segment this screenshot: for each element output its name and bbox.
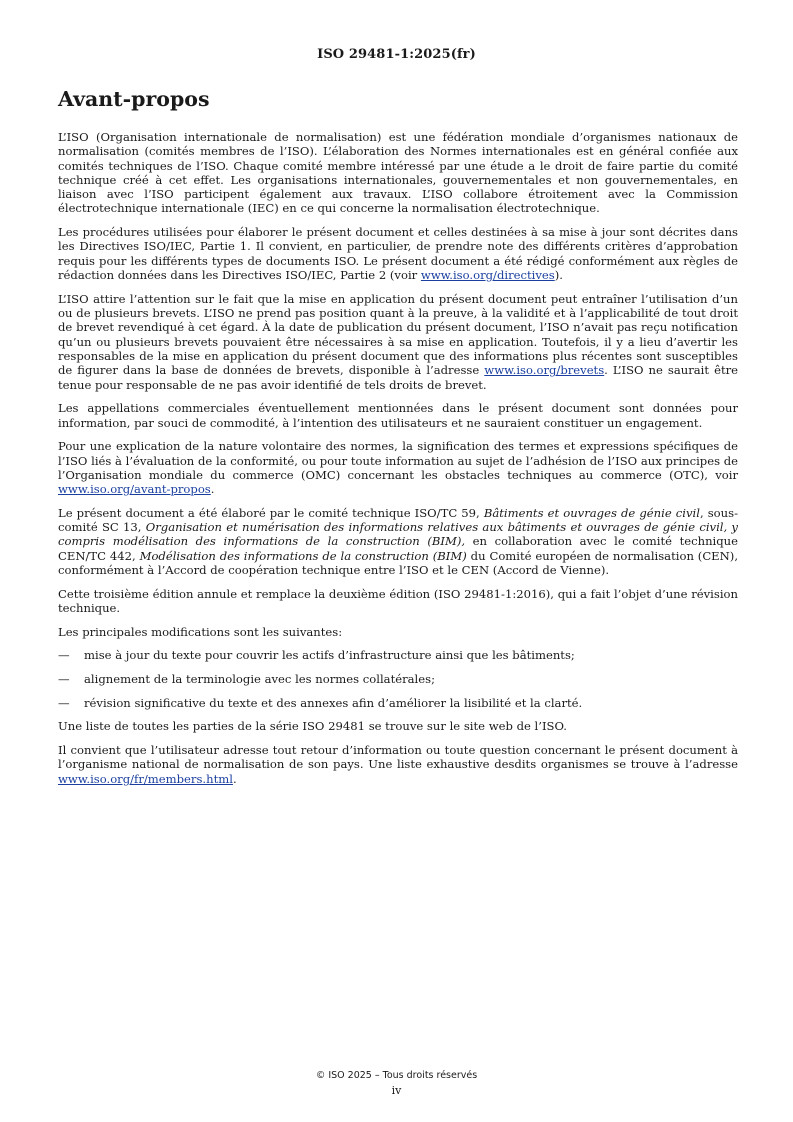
- document-header: ISO 29481-1:2025(fr): [317, 47, 476, 62]
- list-item-text: mise à jour du texte pour couvrir les actifs d’infrastructure ainsi que les bâtiments;: [84, 648, 575, 663]
- page-number: iv: [391, 1084, 402, 1097]
- paragraph-edition: Cette troisième édition annule et remplace la deuxième édition (ISO 29481-1:2016), qui a fait l’objet d’une révision technique.: [58, 586, 738, 615]
- paragraph-patents: L’ISO attire l’attention sur le fait que la mise en application du présent document peut entraîner l’utilisation d’un ou de plusieurs brevets. L’ISO ne prend pas position quant à la preuve, à la validité et à l’applicabilité de tout droit de brevet revendiqué à cet égard. À la date de publication du présent document, l’ISO n’avait pas reçu notification qu’un ou plusieurs brevets pouvaient être nécessaires à sa mise en application. Toutefois, il y a lieu d’avertir les responsables de la mise en application du présent document que des informations plus récentes sont susceptibles de figurer dans la base de données de brevets, disponible à l’adresse www.iso.org/brevets. L’ISO ne saurait être tenue pour responsable de ne pas avoir identifié de tels droits de brevet.: [58, 291, 739, 392]
- copyright-notice: © ISO 2025 – Tous droits réservés: [315, 1070, 478, 1081]
- list-item-text: alignement de la terminologie avec les normes collatérales;: [84, 672, 435, 687]
- dash-marker: —: [58, 672, 70, 687]
- page-title: Avant-propos: [58, 87, 210, 111]
- page-footer: [0, 1068, 793, 1098]
- foreword-link[interactable]: www.iso.org/avant-propos: [58, 482, 211, 497]
- list-item: [58, 696, 738, 710]
- dash-marker: —: [58, 695, 70, 710]
- foreword-body: [58, 130, 738, 795]
- paragraph-series: Une liste de toutes les parties de la série ISO 29481 se trouve sur le site web de l’ISO.: [58, 719, 567, 734]
- list-item: [58, 672, 738, 686]
- list-item-text: révision significative du texte et des annexes afin d’améliorer la lisibilité et la clarté.: [84, 695, 583, 710]
- paragraph-voluntary-nature: Pour une explication de la nature volontaire des normes, la signification des termes et expressions spécifiques de l’ISO liés à l’évaluation de la conformité, ou pour toute information au sujet de l’adhésion de l’ISO aux principes de l’Organisation mondiale du commerce (OMC) concernant les obstacles techniques au commerce (OTC), voir www.iso.org/avant-propos.: [58, 439, 738, 497]
- paragraph-committee: Le présent document a été élaboré par le comité technique ISO/TC 59, Bâtiments et ouvrages de génie civil, sous-comité SC 13, Organisation et numérisation des informations relatives aux bâtiments et ouvrages de génie civil, y compris modélisation des informations de la construction (BIM), en collaboration avec le comité technique CEN/TC 442, Modélisation des informations de la construction (BIM) du Comité européen de normalisation (CEN), conformément à l’Accord de coopération technique entre l’ISO et le CEN (Accord de Vienne).: [58, 505, 739, 577]
- directives-link[interactable]: www.iso.org/directives: [420, 268, 555, 283]
- patents-link[interactable]: www.iso.org/brevets: [484, 363, 605, 378]
- dash-marker: —: [58, 648, 70, 663]
- paragraph-changes-intro: Les principales modifications sont les suivantes:: [58, 624, 343, 639]
- paragraph-feedback: Il convient que l’utilisateur adresse tout retour d’information ou toute question concernant le présent document à l’organisme national de normalisation de son pays. Une liste exhaustive desdits organismes se trouve à l’adresse www.iso.org/fr/members.html.: [58, 743, 738, 786]
- paragraph-procedures: Les procédures utilisées pour élaborer le présent document et celles destinées à sa mise à jour sont décrites dans les Directives ISO/IEC, Partie 1. Il convient, en particulier, de prendre note des différents critères d’approbation requis pour les différents types de documents ISO. Le présent document a été rédigé conformément aux règles de rédaction données dans les Directives ISO/IEC, Partie 2 (voir www.iso.org/directives).: [58, 225, 738, 283]
- paragraph-iso-intro: L’ISO (Organisation internationale de normalisation) est une fédération mondiale d’organismes nationaux de normalisation (comités membres de l’ISO). L’élaboration des Normes internationales est en général confiée aux comités techniques de l’ISO. Chaque comité membre intéressé par une étude a le droit de faire partie du comité technique créé à cet effet. Les organisations internationales, gouvernementales et non gouvernementales, en liaison avec l’ISO participent également aux travaux. L’ISO collabore étroitement avec la Commission électrotechnique internationale (IEC) en ce qui concerne la normalisation électrotechnique.: [58, 130, 738, 216]
- members-link[interactable]: www.iso.org/fr/members.html: [58, 771, 233, 786]
- list-item: [58, 648, 738, 662]
- paragraph-trade-names: Les appellations commerciales éventuellement mentionnées dans le présent document sont données pour information, par souci de commodité, à l’intention des utilisateurs et ne sauraient constituer un engagement.: [58, 401, 738, 430]
